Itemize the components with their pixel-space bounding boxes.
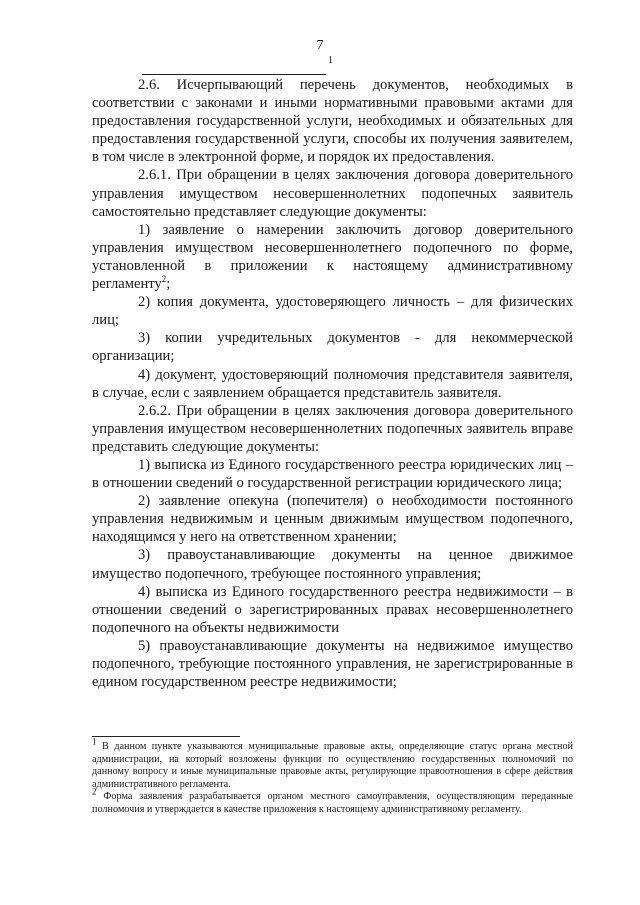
optional-item-5: 5) правоустанавливающие документы на недвижимое имущество подопечного, требующие постоянного управления, не зарегистрированные в едином государственном реестре недвижимости; <box>92 637 573 691</box>
optional-item-4: 4) выписка из Единого государственного реестра недвижимости – в отношении сведений о зарегистрированных правах несовершеннолетнего подопечного на объекты недвижимости <box>92 583 573 636</box>
footnote-1-mark: 1 <box>92 736 97 747</box>
paragraph-2-6-2: 2.6.2. При обращении в целях заключения договора доверительного управления имуществом несовершеннолетних подопечных заявитель вправе представить следующие документы: <box>92 402 573 455</box>
optional-item-2: 2) заявление опекуна (попечителя) о необходимости постоянного управления недвижимым и ценным движимым имуществом подопечного, находящимся у него на ответственном хранении; <box>92 493 573 546</box>
paragraph-2-6-1: 2.6.1. При обращении в целях заключения договора доверительного управления имуществом несовершеннолетних подопечных заявитель самостоятельно представляет следующие документы: <box>92 167 573 220</box>
footnotes <box>92 736 573 817</box>
paragraph-2-6: 2.6. Исчерпывающий перечень документов, необходимых в соответствии с законами и иными нормативными правовыми актами для предоставления государственной услуги, необходимых и обязательных для предоставления государственной услуги, способы их получения заявителем, в том числе в электронной форме, и порядок их предоставления. <box>92 77 573 166</box>
footnote-2 <box>92 786 573 816</box>
optional-item-1: 1) выписка из Единого государственного реестра юридических лиц – в отношении сведений о государственной регистрации юридического лица; <box>92 456 573 492</box>
footnote-ref-1: 1 <box>328 55 333 66</box>
page-number: 7 <box>316 38 324 53</box>
list-item-1-end: ; <box>166 276 171 293</box>
list-item-1 <box>92 221 573 293</box>
list-item-2: 2) копия документа, удостоверяющего личность – для физических лиц; <box>92 294 573 329</box>
footnote-1-text: В данном пункте указываются муниципальные правовые акты, определяющие статус органа местной администрации, на который возложены функции по осуществлению государственных полномочий по данному вопросу и иные муниципальные правовые акты, регулирующие правоотношения в сфере действия административного регламента. <box>92 741 573 790</box>
blank-fill-line <box>142 56 326 75</box>
document-body <box>92 76 573 691</box>
footnote-2-text: Форма заявления разрабатывается органом местного самоуправления, осуществляющим переданные полномочия и утверждается в качестве приложения к настоящему административному регламенту. <box>92 791 573 815</box>
footnote-1 <box>92 736 573 791</box>
footnote-2-mark: 2 <box>92 786 97 797</box>
optional-item-3: 3) правоустанавливающие документы на ценное движимое имущество подопечного, требующее постоянного управления; <box>92 547 573 582</box>
footnote-divider <box>92 736 240 737</box>
list-item-4: 4) документ, удостоверяющий полномочия представителя заявителя, в случае, если с заявлением обращается представитель заявителя. <box>92 366 573 401</box>
list-item-1-text: 1) заявление о намерении заключить договор доверительного управления имуществом несовершеннолетнего подопечного по форме, установленной в приложении к настоящему административному регламенту <box>92 221 573 293</box>
footnote-ref-2: 2 <box>161 274 167 285</box>
list-item-3: 3) копии учредительных документов - для некоммерческой организации; <box>92 330 573 365</box>
